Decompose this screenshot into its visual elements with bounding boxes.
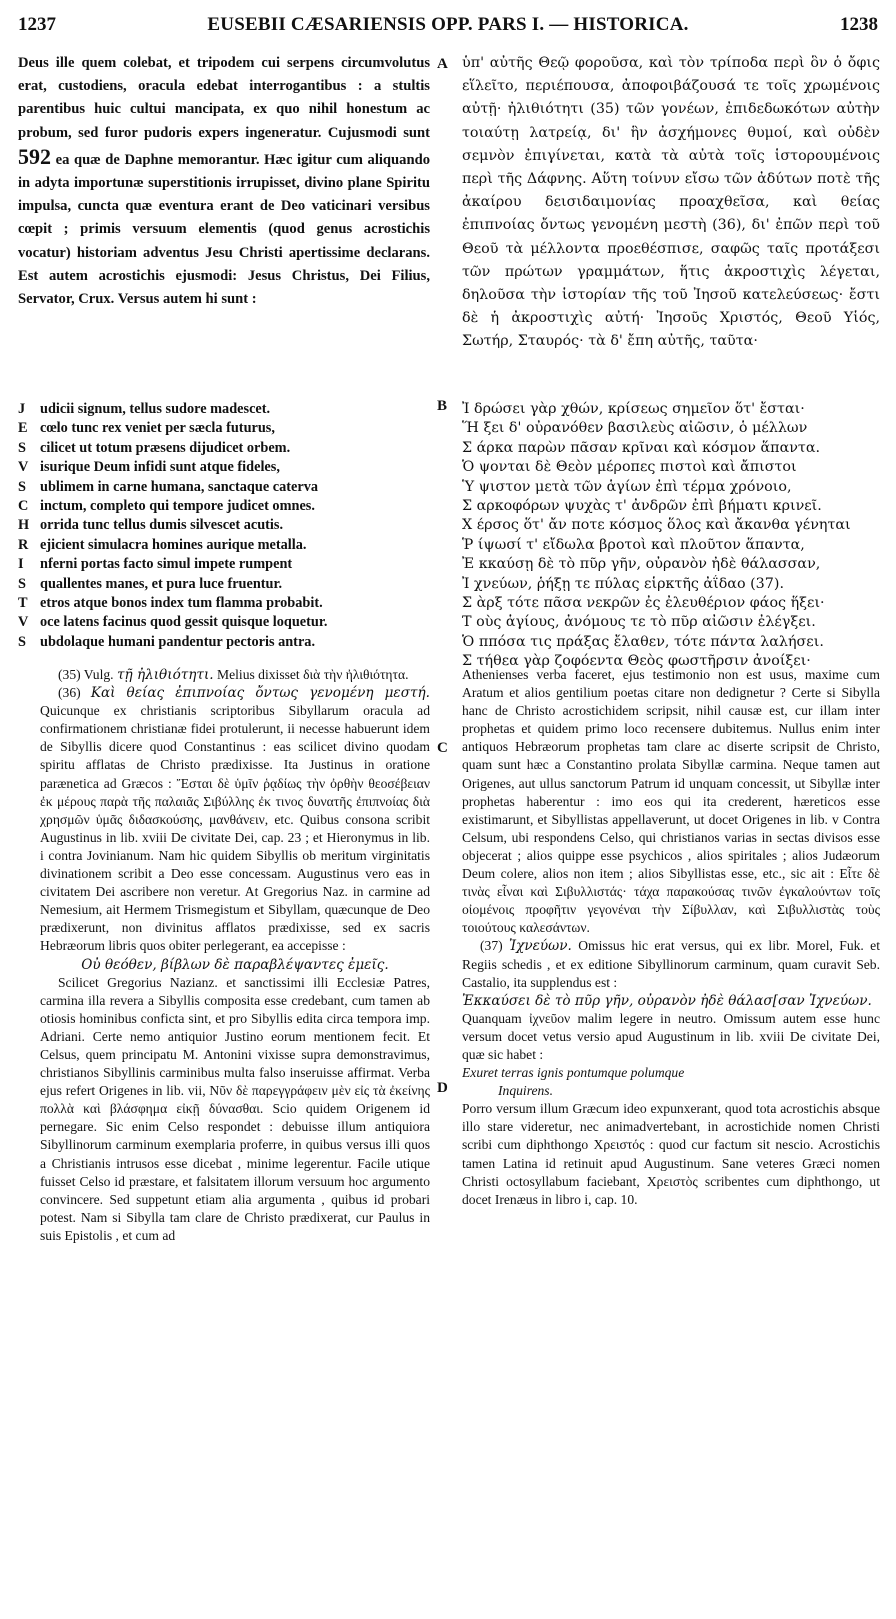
latin-acrostic-verses xyxy=(18,400,430,652)
verse-text: ubdolaque humani pandentur pectoris antra. xyxy=(40,633,316,650)
greek-verse-line: Τ οὺς ἁγίους, ἀνόμους τε τὸ πῦρ αἰῶσιν ἐλέγξει. xyxy=(462,614,816,631)
latin-verse-line xyxy=(18,419,430,438)
verse-text: ejicient simulacra homines aurique metalla. xyxy=(40,536,307,553)
margin-letter-b: B xyxy=(437,398,448,414)
verse-text: ublimem in carne humana, sanctaque caterva xyxy=(40,478,318,495)
footnote-greek: Καὶ θείας ἐπιπνοίας ὄντως γενομένη μεστή. xyxy=(90,685,430,702)
footnote-36-tail: Athenienses verba faceret, ejus testimonio non est usus, maxime cum Aratum et alios gentilium poetas citare non dedignetur ? Certe si Sibylla hanc de Christo acrostichidem scripsit, nihil causæ est, cur illam inter prophetas et quidem primo loco recensere dubitemus. Nullus enim inter antiquos Hebræorum prophetas tam clare ac diserte scripsit de Christo, quam sunt hæc a Constantino prolata Sibyllæ carmina. Neque tamen aut Origenes, aut ullus sanctorum Patrum id unquam concessit, ut Sibyllæ inter prophetas haberentur : imo eos qui ita crederent, hæreticos esse existimarunt, et Sibyllistas appellaverunt, ut docet Origenes in lib. v Contra Celsum, ubi respondens Celso, qui christianos varias in sectas divisos esse objecerat ; alios quippe esse psychicos , alios spiritales ; alios Judæorum Deum colere, alios non item ; alios Sibyllistas esse, etc., sic ait : Εἶτε δὲ τινὰς εἶναι καὶ Σιβυλλιστάς· τάχα παρακούσας τινῶν ἐγκαλούντων τοῖς οἰομένοις προφῆτιν γεγονέναι τὴν Σίβυλλαν, καὶ Σιβυλλιστὰς τοὺς τοιούτους καλεσάντων. xyxy=(462,667,880,936)
footnote-label: (35) Vulg. xyxy=(58,667,114,682)
latin-verse-line xyxy=(18,516,430,535)
verse-text: cilicet ut totum præsens dijudicet orbem. xyxy=(40,439,291,456)
greek-verse-line: Ὑ ψιστον μετὰ τῶν ἁγίων ἐπὶ τέρμα χρόνοιο, xyxy=(462,478,792,495)
latin-verse-line xyxy=(18,575,430,594)
footnote-36-continued: Scilicet Gregorius Nazianz. et sanctissimi illi Ecclesiæ Patres, carmina illa revera a Sibyllis composita esse credebant, cum tamen ab otiosis hominibus conficta sint, et pro Sibyllis edita circa tempora imp. Adriani. Certe nemo antiquior Justino eorum mentionem fecit. Et Celsus, quem principatu M. Antonini vixisse supra demonstravimus, christianos Sibyllinis carminibus multa falso inseruisse affirmat. Verba ejus refert Origenes in lib. vii, Νῦν δὲ παρεγγράφειν μὲν εἰς τὰ ἐκείνης πολλὰ καὶ βλάσφημα εἰκῇ δύνασθαι. Scio quidem Origenem id pernegare. Sic enim Celso respondet : debuisse illum antiquiora Sibyllinorum carminum exemplaria proferre, in quibus versus illi quos a Christianis intrusos esse dicebat , minime legerentur. Facile utique fuisset Celso id præstare, et falsitatem illorum versuum hoc argumento convincere. Sed suppetunt etiam alia argumenta , quibus id probari potest. Nam si Sibylla tam clare de Christo prædixerat, cur Paulus in suis Epistolis , et cum ad xyxy=(40,974,430,1243)
greek-verse-line: Ῥ ίψωσί τ' εἴδωλα βροτοὶ καὶ πλοῦτον ἅπαντα, xyxy=(462,536,805,553)
latin-verse-line xyxy=(18,478,430,497)
latin-prose-part-2: ea quæ de Daphne memorantur. Hæc igitur cum aliquando in adyta importunæ superstitionis irrupisset, divino plane Spiritu impulsa, cuncta quæ eventura erant de Deo vaticinari versibus cœpit ; primis versuum elementis (quod genus acrostichis vocatur) historiam adventus Jesu Christi apertissime declarans. Est autem acrostichis ejusmodi: Jesus Christus, Dei Filius, Servator, Crux. Versus autem hi sunt : xyxy=(18,151,430,308)
footnote-greek: τῇ ἠλιθιότητι. xyxy=(116,667,214,683)
footnotes-right-column xyxy=(462,666,880,1209)
verse-text: cœlo tunc rex veniet per sæcla futurus, xyxy=(40,420,275,437)
latin-verse-line xyxy=(18,458,430,477)
footnote-36 xyxy=(40,684,430,955)
footnote-37 xyxy=(462,937,880,991)
latin-verse-line xyxy=(18,594,430,613)
greek-verse-line: Σ άρκα παρὼν πᾶσαν κρῖναι καὶ κόσμον ἅπαντα. xyxy=(462,439,821,456)
footnote-text: Omissus hic erat versus, qui ex libr. Morel, Fuk. et Regiis schedis , et ex editione Sibyllinorum carminum, quam curavit Seb. Castalio, ita supplendus est : xyxy=(462,938,880,990)
footnote-35 xyxy=(40,666,430,684)
footnote-37-continued: Quanquam ἰχνεῦον malim legere in neutro. Omissum autem esse hunc versum docet vetus versio apud Augustinum in lib. xviii De civitate Dei, quæ sic habet : xyxy=(462,1010,880,1062)
latin-verse-line xyxy=(18,613,430,632)
greek-verse-line: Χ έρσος ὅτ' ἄν ποτε κόσμος ὅλος καὶ ἄκανθα γένηται xyxy=(462,517,851,534)
verse-text: isurique Deum infidi sunt atque fideles, xyxy=(40,459,280,476)
latin-verse-line xyxy=(18,536,430,555)
verse-initial: V xyxy=(18,614,29,631)
greek-verse-line: Ἰ χνεύων, ῥήξῃ τε πύλας εἱρκτῆς ἀΐδαο (37). xyxy=(462,575,785,592)
latin-prose xyxy=(18,52,430,311)
latin-verse-line xyxy=(18,633,430,652)
verse-initial: J xyxy=(18,401,26,417)
right-page-number: 1238 xyxy=(840,14,878,35)
greek-verse-line: Σ τήθεα γὰρ ζοφόεντα Θεὸς φωστῆρσιν ἀνοίξει· xyxy=(462,653,811,670)
footnote-quote: Οὐ θεόθεν, βίβλων δὲ παραβλέψαντες ἐμεῖς. xyxy=(81,956,389,973)
greek-verse-line: Σ ὰρξ τότε πᾶσα νεκρῶν ἐς ἐλευθέριον φάος ἥξει· xyxy=(462,594,825,611)
margin-letter-d: D xyxy=(437,1080,448,1096)
verse-initial: V xyxy=(18,459,29,476)
verse-text: quallentes manes, et pura luce fruentur. xyxy=(40,575,283,592)
latin-verse-line xyxy=(18,555,430,574)
verse-text: inctum, completo qui tempore judicet omnes. xyxy=(40,497,315,514)
greek-verse-line: Ἰ δρώσει γὰρ χθών, κρίσεως σημεῖον ὅτ' ἔσται· xyxy=(462,401,805,417)
running-header xyxy=(18,14,878,42)
greek-verse-line: Ὁ ψονται δὲ Θεὸν μέροπες πιστοὶ καὶ ἄπιστοι xyxy=(462,459,797,476)
footnote-greek: Ἰχνεύων. xyxy=(509,938,572,955)
latin-quote-line-1: Exuret terras ignis pontumque polumque xyxy=(462,1065,685,1081)
latin-verse-line xyxy=(18,400,430,419)
verse-initial: S xyxy=(18,478,26,495)
greek-verse-line: Σ αρκοφόρων ψυχὰς τ' ἀνδρῶν ἐπὶ βήματι κρινεῖ. xyxy=(462,497,822,514)
verse-text: oce latens facinus quod gessit quisque loquetur. xyxy=(40,614,328,631)
verse-initial: E xyxy=(18,420,28,437)
footnote-label: (37) xyxy=(480,938,503,954)
verse-text: etros atque bonos index tum flamma probabit. xyxy=(40,594,323,611)
verse-initial: I xyxy=(18,556,24,573)
footnotes-left-column xyxy=(40,666,430,1245)
greek-verse-line: Ἐ κκαύσῃ δὲ τὸ πῦρ γῆν, οὐρανὸν ἠδὲ θάλασσαν, xyxy=(462,556,821,573)
left-page-number: 1237 xyxy=(18,14,56,35)
greek-acrostic-verses xyxy=(462,400,882,671)
footnote-label: (36) xyxy=(58,685,81,701)
verse-initial: S xyxy=(18,439,26,456)
verse-initial: T xyxy=(18,594,28,611)
verse-initial: S xyxy=(18,633,26,650)
verse-initial: C xyxy=(18,497,29,514)
latin-quote-line-2: Inquirens. xyxy=(498,1083,553,1099)
margin-letter-c: C xyxy=(437,740,448,756)
verse-text: orrida tunc tellus dumis silvescet acutis. xyxy=(40,517,284,534)
margin-letter-a: A xyxy=(437,56,448,72)
greek-prose: ὑπ' αὐτῆς Θεῷ φοροῦσα, καὶ τὸν τρίποδα περὶ ὃν ὁ ὄφις εἵλεῖτο, περιέπουσα, ἀποφοιβάζουσά τε τοῖς χρωμένοις αὐτῇ· ἠλιθιότητι (35) τῶν γονέων, ἐπιδεδωκότων αὐτὴν τοιαύτῃ λατρείᾳ, δι' ἣν ἀσχήμονες θυμοί, καὶ οὐδὲν σεμνὸν ἐπιγίνεται, κατὰ τὰ αὐτὰ τοῖς ἱστορουμένοις περὶ τῆς Δάφνης. Αὕτη τοίνυν εἴσω τῶν ἀδύτων ποτὲ τῆς ἀκαίρου δεισιδαιμονίας προαχθεῖσα, καὶ θείας ἐπιπνοίας ὄντως γενομένη μεστὴ (36), δι' ἐπῶν περὶ τοῦ Θεοῦ τὰ μέλλοντα προεθέσπισε, σαφῶς ταῖς προτάξεσι τῶν πρώτων γραμμάτων, ἥτις ἀκροστιχὶς λέγεται, δηλοῦσα τὴν ἱστορίαν τῆς τοῦ Ἰησοῦ κατελεύσεως· ἔστι δὲ ἡ ἀκροστιχὶς αὐτή· Ἰησοῦς Χριστός, Θεοῦ Υἱός, Σωτήρ, Σταυρός· τὰ δ' ἔπη αὐτῆς, ταῦτα· xyxy=(462,55,880,350)
footnote-text: Quicunque ex christianis scriptoribus Sibyllarum oracula ad confirmationem christianæ fidei protulerunt, ii necesse habuerunt idem de Sibyllis dicere quod Constantinus : eas scilicet divino quodam spiritu afflatas de Christo prædixisse. Ita Justinus in oratione parænetica ad Græcos : Ἔσται δὲ ὑμῖν ῥᾳδίως τὴν ὀρθὴν θεοσέβειαν ἐκ μέρους παρὰ τῆς παλαιᾶς Σιβύλλης ἐκ τινος δυνατῆς ἐπιπνοίας διὰ χρησμῶν ὑμᾶς διδασκούσης, μανθάνειν, etc. Quibus consona scribit Augustinus in lib. xviii De civitate Dei, cap. 23 ; et Hieronymus in lib. i contra Jovinianum. Nam hic quidem Sibyllis ob meritum virginitatis divinationem scribit a Deo esse concessam. Augustinus vero eas in civitatem Dei ascribere non veretur. At Gregorius Naz. in carmine ad Nemesium, ait Hermem Trismegistum et Sibyllam, quæcunque de Deo prædixerunt, non divinitus afflatos prædixisse, sed ex sacris Hebræorum libris quos obiter perlegerant, ea accepisse : xyxy=(40,703,430,954)
verse-text: udicii signum, tellus sudore madescet. xyxy=(40,401,271,417)
verse-initial: R xyxy=(18,536,29,553)
latin-verse-line xyxy=(18,439,430,458)
greek-prose-column xyxy=(462,52,880,354)
latin-verse-line xyxy=(18,497,430,516)
section-number: 592 xyxy=(18,143,51,169)
greek-verse-line: Ὁ ππόσα τις πράξας ἔλαθεν, τότε πάντα λαλήσει. xyxy=(462,633,824,650)
supplied-greek-verse: Ἐκκαύσει δὲ τὸ πῦρ γῆν, οὐρανὸν ἠδὲ θάλασ[σαν Ἰχνεύων. xyxy=(462,992,872,1009)
verse-initial: S xyxy=(18,575,26,592)
verse-text: nferni portas facto simul impete rumpent xyxy=(40,556,293,573)
footnote-37-conclusion: Porro versum illum Græcum ideo expunxerant, quod tota acrostichis absque illo stare videretur, nec animadvertebant, in acrostichide nomen Christi scribi cum diphthongo Χρειστός : quod cur factum sit nescio. Acrostichis tamen Latina id retinuit apud Augustinum. Sane veteres Græci nomen Christi octosyllabum faciebant, Χρειστὸς scribentes cum diphthongo, ut docet Irenæus in libro i, cap. 10. xyxy=(462,1101,880,1207)
greek-verse-line: Ἥ ξει δ' οὐρανόθεν βασιλεὺς αἰῶσιν, ὁ μέλλων xyxy=(462,420,808,437)
running-title: EUSEBII CÆSARIENSIS OPP. PARS I. — HISTORICA. xyxy=(207,14,689,35)
verse-initial: H xyxy=(18,517,30,534)
footnote-text: Melius dixisset διὰ τὴν ἠλιθιότητα. xyxy=(217,667,409,682)
latin-prose-part-1: Deus ille quem colebat, et tripodem cui serpens circumvolutus erat, custodiens, oracula edebat interrogantibus : a stultis parentibus huic cultui mancipata, ex quo nihil honestum ac probum, sed furor pudoris expers ingeneratur. Cujusmodi sunt xyxy=(18,55,430,141)
latin-prose-column xyxy=(18,52,430,311)
